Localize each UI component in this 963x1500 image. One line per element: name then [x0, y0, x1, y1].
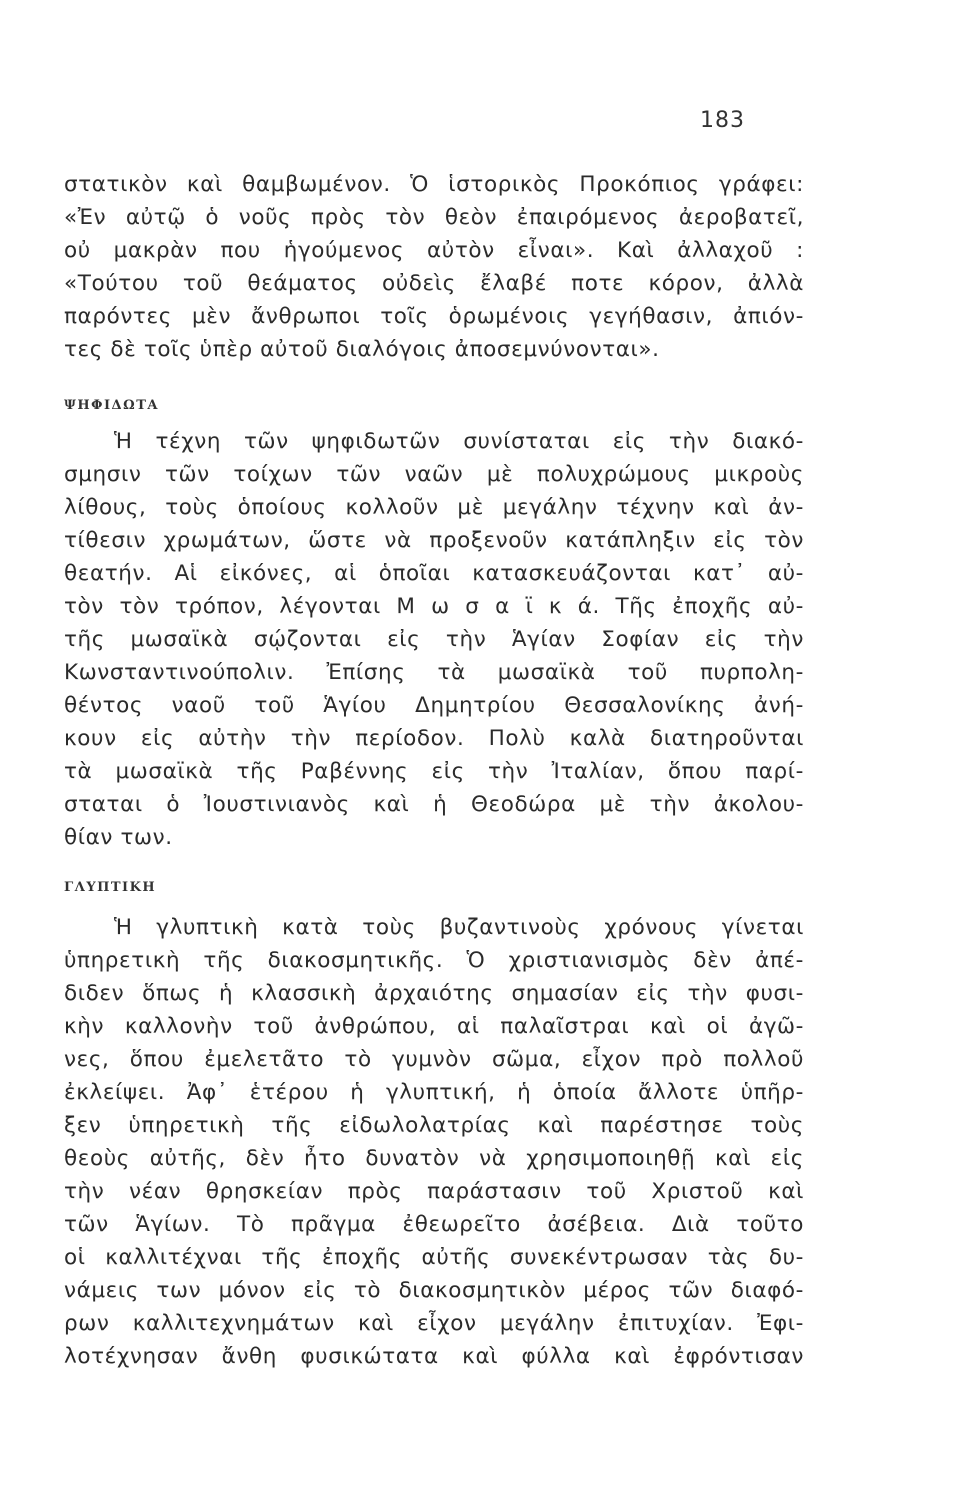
text-line: τῶν Ἁγίων. Τὸ πρᾶγμα ἐθεωρεῖτο ἀσέβεια. Διὰ τοῦτο	[64, 1212, 804, 1237]
text-line: «Ἐν αὐτῷ ὁ νοῦς πρὸς τὸν θεὸν ἐπαιρόμενος ἀεροβατεῖ,	[64, 205, 804, 230]
paragraph-mosaics	[64, 425, 804, 854]
section-heading-mosaics: ΨΗΦΙΔΩΤΑ	[64, 398, 159, 413]
text-line: «Τούτου τοῦ θεάματος οὐδεὶς ἔλαβέ ποτε κόρον, ἀλλὰ	[64, 271, 804, 296]
text-line: θεοὺς αὐτῆς, δὲν ἦτο δυνατὸν νὰ χρησιμοποιηθῇ καὶ εἰς	[64, 1146, 804, 1171]
page-number: 183	[700, 108, 745, 133]
text-line: λίθους, τοὺς ὁποίους κολλοῦν μὲ μεγάλην τέχνην καὶ ἀν-	[64, 495, 804, 520]
section-heading-sculpture: ΓΛΥΠΤΙΚΗ	[64, 880, 157, 895]
text-line: ξεν ὑπηρετικὴ τῆς εἰδωλολατρίας καὶ παρέστησε τοὺς	[64, 1113, 804, 1138]
text-line: ὑπηρετικὴ τῆς διακοσμητικῆς. Ὁ χριστιανισμὸς δὲν ἀπέ-	[64, 948, 804, 973]
text-line: ρων καλλιτεχνημάτων καὶ εἶχον μεγάλην ἐπιτυχίαν. Ἐφι-	[64, 1311, 804, 1336]
paragraph-sculpture	[64, 911, 804, 1373]
text-line: τίθεσιν χρωμάτων, ὥστε νὰ προξενοῦν κατάπληξιν εἰς τὸν	[64, 528, 804, 553]
text-line: τὸν τὸν τρόπον, λέγονται Μ ω σ α ϊ κ ά. Τῆς ἐποχῆς αὐ-	[64, 594, 804, 619]
text-line: στατικὸν καὶ θαμβωμένον. Ὁ ἱστορικὸς Προκόπιος γράφει:	[64, 172, 804, 197]
text-line: τὴν νέαν θρησκείαν πρὸς παράστασιν τοῦ Χριστοῦ καὶ	[64, 1179, 804, 1204]
text-line: τῆς μωσαϊκὰ σῴζονται εἰς τὴν Ἁγίαν Σοφίαν εἰς τὴν	[64, 627, 804, 652]
text-line: παρόντες μὲν ἄνθρωποι τοῖς ὁρωμένοις γεγήθασιν, ἀπιόν-	[64, 304, 804, 329]
text-line: κὴν καλλονὴν τοῦ ἀνθρώπου, αἱ παλαῖστραι καὶ οἱ ἀγῶ-	[64, 1014, 804, 1039]
text-line: θέντος ναοῦ τοῦ Ἁγίου Δημητρίου Θεσσαλονίκης ἀνή-	[64, 693, 804, 718]
text-line: θεατήν. Αἱ εἰκόνες, αἱ ὁποῖαι κατασκευάζονται κατ᾽ αὐ-	[64, 561, 804, 586]
text-line: λοτέχνησαν ἄνθη φυσικώτατα καὶ φύλλα καὶ ἐφρόντισαν	[64, 1344, 804, 1369]
text-line: οὐ μακρὰν που ἡγούμενος αὐτὸν εἶναι». Καὶ ἀλλαχοῦ :	[64, 238, 804, 263]
text-line: νάμεις των μόνον εἰς τὸ διακοσμητικὸν μέρος τῶν διαφό-	[64, 1278, 804, 1303]
text-line: θίαν των.	[64, 825, 173, 850]
text-line: κουν εἰς αὐτὴν τὴν περίοδον. Πολὺ καλὰ διατηροῦνται	[64, 726, 804, 751]
text-line: ἐκλείψει. Ἀφ᾽ ἑτέρου ἡ γλυπτική, ἡ ὁποία ἄλλοτε ὑπῆρ-	[64, 1080, 804, 1105]
text-line: Ἡ γλυπτικὴ κατὰ τοὺς βυζαντινοὺς χρόνους γίνεται	[114, 915, 804, 940]
text-line: τες δὲ τοῖς ὑπὲρ αὐτοῦ διαλόγοις ἀποσεμνύνονται».	[64, 337, 660, 362]
text-line: σμησιν τῶν τοίχων τῶν ναῶν μὲ πολυχρώμους μικροὺς	[64, 462, 804, 487]
text-line: νες, ὅπου ἐμελετᾶτο τὸ γυμνὸν σῶμα, εἶχον πρὸ πολλοῦ	[64, 1047, 804, 1072]
text-line: τὰ μωσαϊκὰ τῆς Ραβέννης εἰς τὴν Ἰταλίαν, ὅπου παρί-	[64, 759, 804, 784]
paragraph-intro	[64, 168, 804, 366]
text-line: Ἡ τέχνη τῶν ψηφιδωτῶν συνίσταται εἰς τὴν διακό-	[114, 429, 804, 454]
text-line: σταται ὁ Ἰουστινιανὸς καὶ ἡ Θεοδώρα μὲ τὴν ἀκολου-	[64, 792, 804, 817]
text-line: διδεν ὅπως ἡ κλασσικὴ ἀρχαιότης σημασίαν εἰς τὴν φυσι-	[64, 981, 804, 1006]
text-line: Κωνσταντινούπολιν. Ἐπίσης τὰ μωσαϊκὰ τοῦ πυρπολη-	[64, 660, 804, 685]
text-line: οἱ καλλιτέχναι τῆς ἐποχῆς αὐτῆς συνεκέντρωσαν τὰς δυ-	[64, 1245, 804, 1270]
